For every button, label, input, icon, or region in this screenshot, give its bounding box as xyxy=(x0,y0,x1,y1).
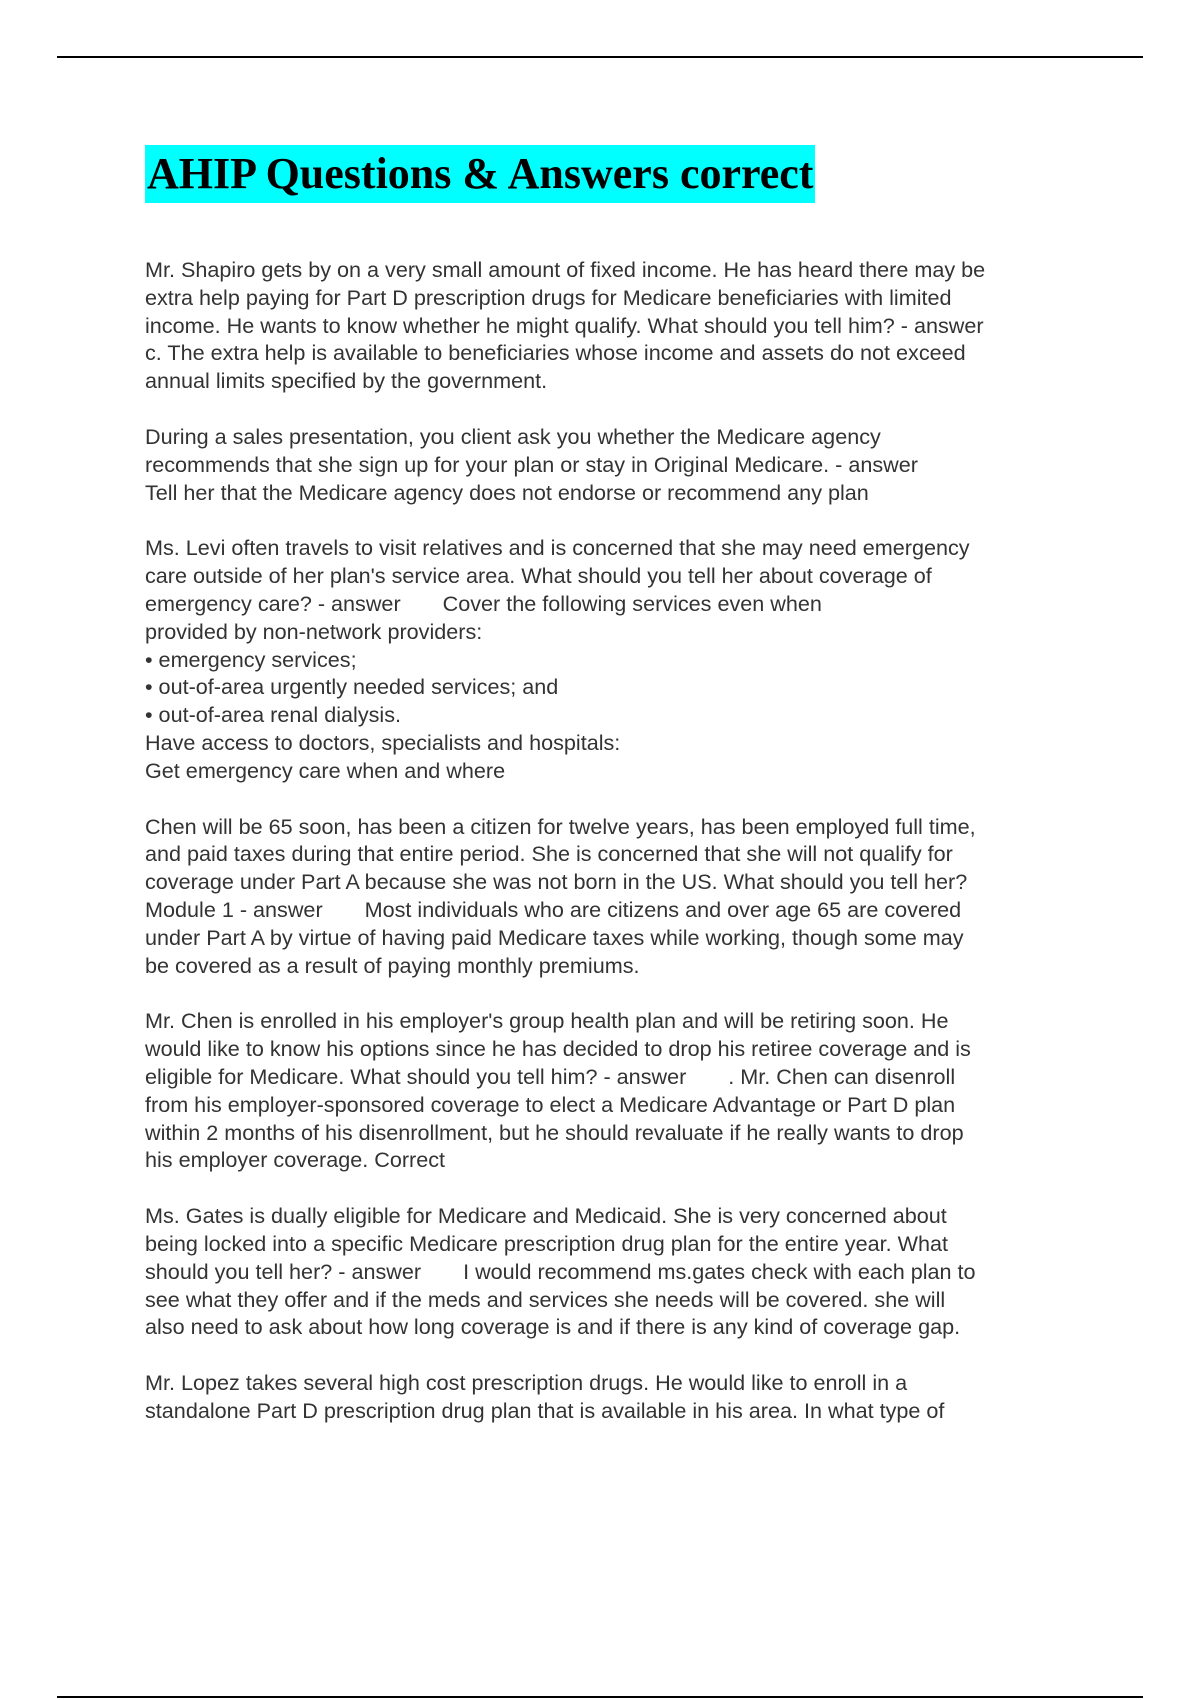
qa-entry-levi xyxy=(145,534,1095,784)
text-line: Ms. Levi often travels to visit relatives and is concerned that she may need emergency xyxy=(145,535,970,561)
qa-entry-lopez xyxy=(145,1369,1095,1425)
qa-entry-mr-chen-retiree xyxy=(145,1007,1095,1174)
text-line: would like to know his options since he has decided to drop his retiree coverage and is xyxy=(145,1036,971,1062)
text-line: c. The extra help is available to beneficiaries whose income and assets do not exceed xyxy=(145,340,966,366)
bullet-line: • out-of-area renal dialysis. xyxy=(145,702,402,728)
text-line: from his employer-sponsored coverage to elect a Medicare Advantage or Part D plan xyxy=(145,1091,956,1117)
qa-content xyxy=(145,256,1095,1453)
text-line: being locked into a specific Medicare prescription drug plan for the entire year. What xyxy=(145,1230,948,1256)
title-block xyxy=(145,145,815,203)
text-line: coverage under Part A because she was not born in the US. What should you tell her? xyxy=(145,869,968,895)
text-line: standalone Part D prescription drug plan that is available in his area. In what type of xyxy=(145,1397,945,1423)
text-line: recommends that she sign up for your plan or stay in Original Medicare. - answer xyxy=(145,451,918,477)
qa-entry-sales-presentation xyxy=(145,423,1095,506)
bottom-rule xyxy=(57,1696,1143,1698)
text-line: Get emergency care when and where xyxy=(145,757,506,783)
top-rule xyxy=(57,56,1143,58)
text-line: see what they offer and if the meds and services she needs will be covered. she will xyxy=(145,1286,946,1312)
text-line: also need to ask about how long coverage is and if there is any kind of coverage gap. xyxy=(145,1314,961,1340)
qa-entry-gates xyxy=(145,1202,1095,1341)
bullet-line: • out-of-area urgently needed services; and xyxy=(145,674,559,700)
text-line: under Part A by virtue of having paid Medicare taxes while working, though some may xyxy=(145,924,964,950)
text-line: and paid taxes during that entire period. She is concerned that she will not qualify for xyxy=(145,841,953,867)
text-line: be covered as a result of paying monthly premiums. xyxy=(145,952,640,978)
text-line: within 2 months of his disenrollment, but he should revaluate if he really wants to drop xyxy=(145,1119,964,1145)
text-line: Ms. Gates is dually eligible for Medicare and Medicaid. She is very concerned about xyxy=(145,1203,947,1229)
text-line: should you tell her? - answer I would recommend ms.gates check with each plan to xyxy=(145,1258,976,1284)
text-line: provided by non-network providers: xyxy=(145,618,483,644)
text-line: Tell her that the Medicare agency does not endorse or recommend any plan xyxy=(145,479,869,505)
page-title: AHIP Questions & Answers correct xyxy=(145,145,815,203)
text-line: Mr. Chen is enrolled in his employer's group health plan and will be retiring soon. He xyxy=(145,1008,949,1034)
bullet-line: • emergency services; xyxy=(145,646,357,672)
text-line: annual limits specified by the government. xyxy=(145,368,548,394)
text-line: Module 1 - answer Most individuals who are citizens and over age 65 are covered xyxy=(145,896,962,922)
text-line: care outside of her plan's service area. What should you tell her about coverage of xyxy=(145,563,932,589)
qa-entry-shapiro xyxy=(145,256,1095,395)
text-line: During a sales presentation, you client ask you whether the Medicare agency xyxy=(145,423,881,449)
text-line: Mr. Lopez takes several high cost prescription drugs. He would like to enroll in a xyxy=(145,1370,908,1396)
text-line: income. He wants to know whether he might qualify. What should you tell him? - answer xyxy=(145,312,984,338)
text-line: Chen will be 65 soon, has been a citizen for twelve years, has been employed full time, xyxy=(145,813,976,839)
text-line: Mr. Shapiro gets by on a very small amount of fixed income. He has heard there may be xyxy=(145,257,986,282)
text-line: emergency care? - answer Cover the following services even when xyxy=(145,590,822,616)
qa-entry-chen-part-a xyxy=(145,813,1095,980)
text-line: his employer coverage. Correct xyxy=(145,1147,446,1173)
text-line: extra help paying for Part D prescription drugs for Medicare beneficiaries with limited xyxy=(145,284,952,310)
text-line: eligible for Medicare. What should you tell him? - answer . Mr. Chen can disenroll xyxy=(145,1063,956,1089)
text-line: Have access to doctors, specialists and hospitals: xyxy=(145,729,621,755)
